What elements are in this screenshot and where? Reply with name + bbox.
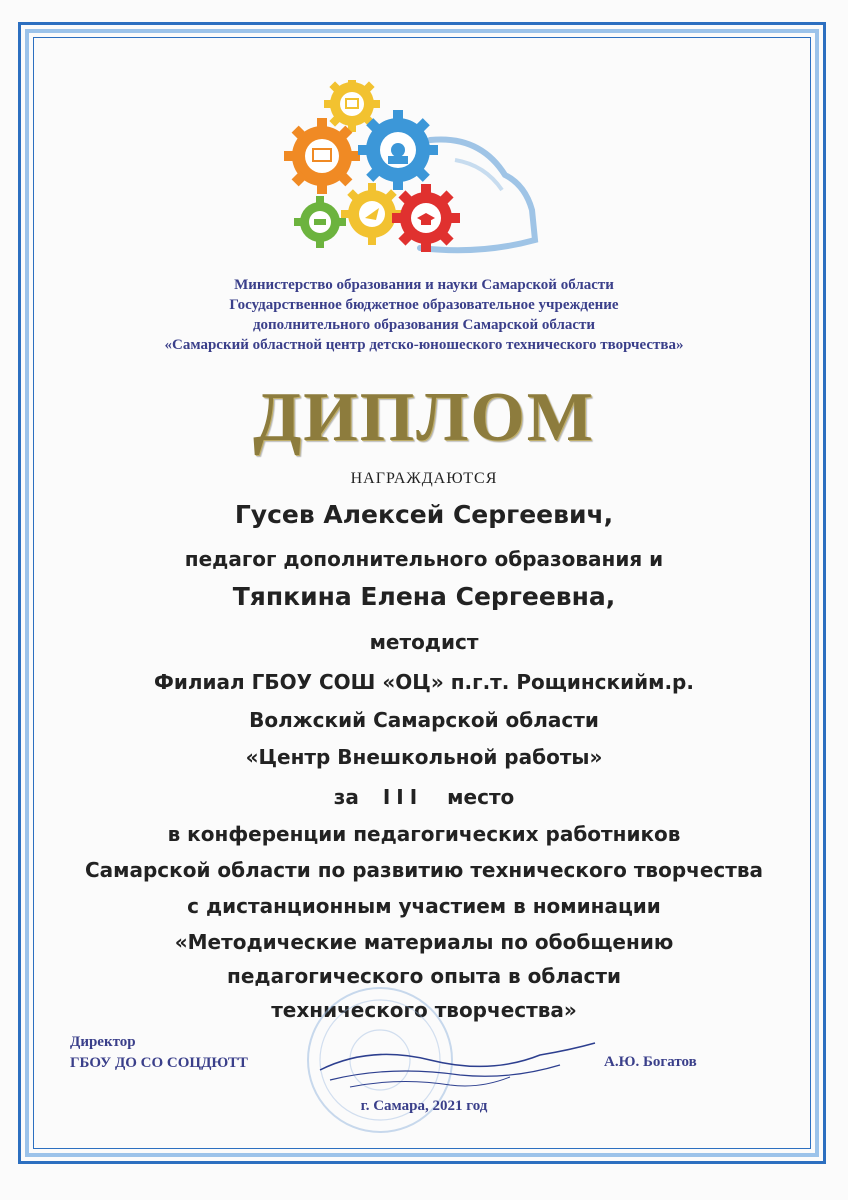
director-organization: ГБОУ ДО СО СОЦДЮТТ bbox=[70, 1055, 248, 1071]
institution-line-1: Филиал ГБОУ СОШ «ОЦ» п.г.т. Рощинскийм.р. bbox=[154, 670, 694, 694]
place-and-date: г. Самара, 2021 год bbox=[360, 1098, 488, 1114]
description-line-5: педагогического опыта в области bbox=[227, 964, 621, 988]
place-prefix: за bbox=[333, 785, 359, 809]
description-line-3: с дистанционным участием в номинации bbox=[187, 894, 661, 918]
signature-block bbox=[70, 1032, 248, 1074]
description-line-4: «Методические материалы по обобщению bbox=[174, 930, 674, 954]
place-suffix: место bbox=[447, 785, 515, 809]
gears-logo bbox=[280, 80, 550, 260]
recipient-name-2: Тяпкина Елена Сергеевна, bbox=[232, 582, 616, 611]
institution-line-2: Волжский Самарской области bbox=[249, 708, 599, 732]
recipient-name-1: Гусев Алексей Сергеевич, bbox=[234, 500, 614, 529]
org-line-2: Государственное бюджетное образовательное учреждение bbox=[229, 297, 619, 313]
recipient-role-2: методист bbox=[369, 630, 479, 654]
organization-header bbox=[60, 275, 788, 355]
org-line-4: «Самарский областной центр детско-юношеского технического творчества» bbox=[164, 337, 684, 353]
description-line-2: Самарской области по развитию технического творчества bbox=[84, 858, 764, 882]
description-line-1: в конференции педагогических работников bbox=[167, 822, 681, 846]
green-gear-icon bbox=[294, 196, 346, 248]
place-line bbox=[40, 785, 808, 809]
org-line-1: Министерство образования и науки Самарской области bbox=[234, 277, 614, 293]
director-position: Директор bbox=[70, 1034, 136, 1050]
diploma-title: ДИПЛОМ bbox=[253, 379, 595, 456]
recipient-role-1: педагог дополнительного образования и bbox=[184, 547, 664, 571]
blue-gear-icon bbox=[358, 110, 438, 190]
director-signature bbox=[310, 1025, 600, 1100]
description-line-6: технического творчества» bbox=[271, 998, 577, 1022]
awarded-label: НАГРАЖДАЮТСЯ bbox=[350, 470, 498, 487]
red-gear-icon bbox=[392, 184, 460, 252]
institution-line-3: «Центр Внешкольной работы» bbox=[245, 745, 603, 769]
orange-gear-icon bbox=[284, 118, 360, 194]
director-name: А.Ю. Богатов bbox=[604, 1054, 697, 1070]
org-line-3: дополнительного образования Самарской области bbox=[252, 317, 596, 333]
place-number: III bbox=[382, 785, 424, 809]
